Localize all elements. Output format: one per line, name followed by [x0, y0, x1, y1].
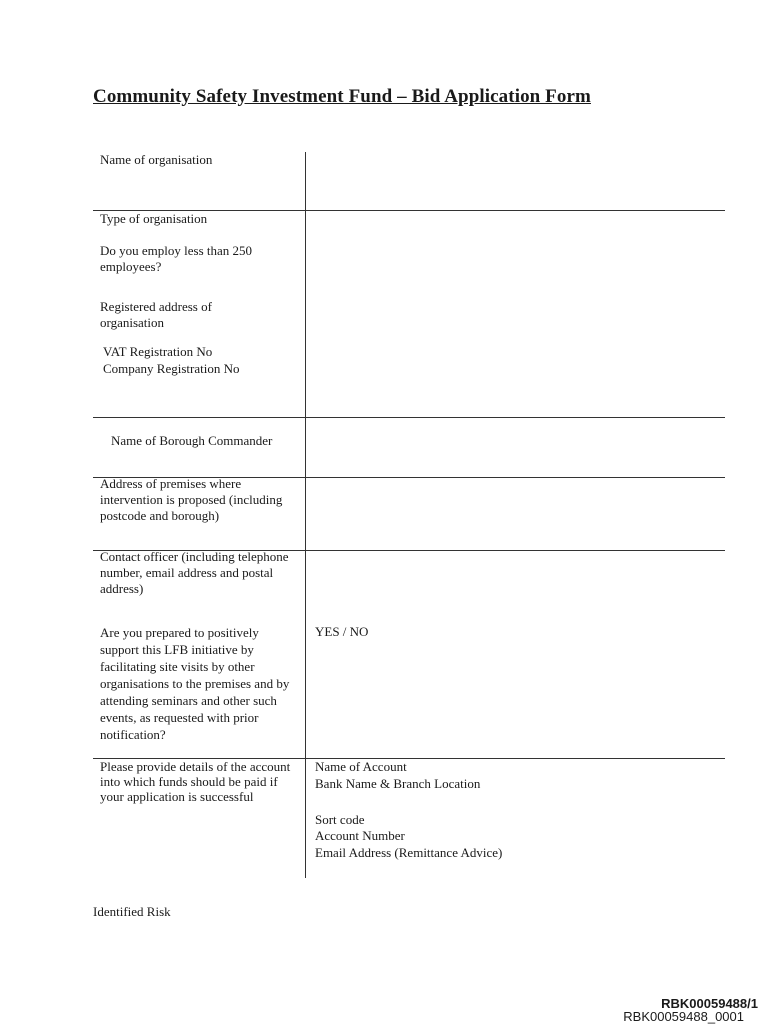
document-reference: RBK00059488/1 — [661, 996, 758, 1011]
label-contact-officer: Contact officer (including telephone number, email address and postal address) — [100, 549, 289, 596]
label-organisation-name: Name of organisation — [100, 152, 213, 167]
label-company-registration: Company Registration No — [103, 361, 240, 376]
label-support-question: Are you prepared to positively support this LFB initiative by facilitating site visits by other organisations to the premises and by attending seminars and other such events, as requested with prior notification? — [100, 625, 290, 742]
label-registered-address: Registered address of organisation — [100, 299, 212, 330]
label-bank-details-question: Please provide details of the account into which funds should be paid if your application is successful — [100, 759, 291, 804]
field-account-number: Account Number — [315, 828, 405, 843]
table-column-divider — [305, 152, 306, 878]
identified-risk-heading: Identified Risk — [93, 904, 171, 919]
label-vat-registration: VAT Registration No — [103, 344, 213, 359]
field-sort-code: Sort code — [315, 812, 365, 827]
field-bank-name: Bank Name & Branch Location — [315, 776, 481, 791]
label-employee-count-question: Do you employ less than 250 employees? — [100, 243, 253, 274]
document-reference-secondary: RBK00059488_0001 — [623, 1009, 744, 1024]
field-email-address: Email Address (Remittance Advice) — [315, 845, 503, 860]
support-answer-yes-no: YES / NO — [315, 624, 369, 639]
form-title: Community Safety Investment Fund – Bid Application Form — [93, 86, 591, 107]
label-organisation-type: Type of organisation — [100, 211, 208, 226]
label-premises-address: Address of premises where intervention is proposed (including postcode and borough) — [100, 476, 283, 523]
label-borough-commander: Name of Borough Commander — [111, 433, 273, 448]
field-account-name: Name of Account — [315, 759, 407, 774]
row-divider — [93, 417, 725, 418]
